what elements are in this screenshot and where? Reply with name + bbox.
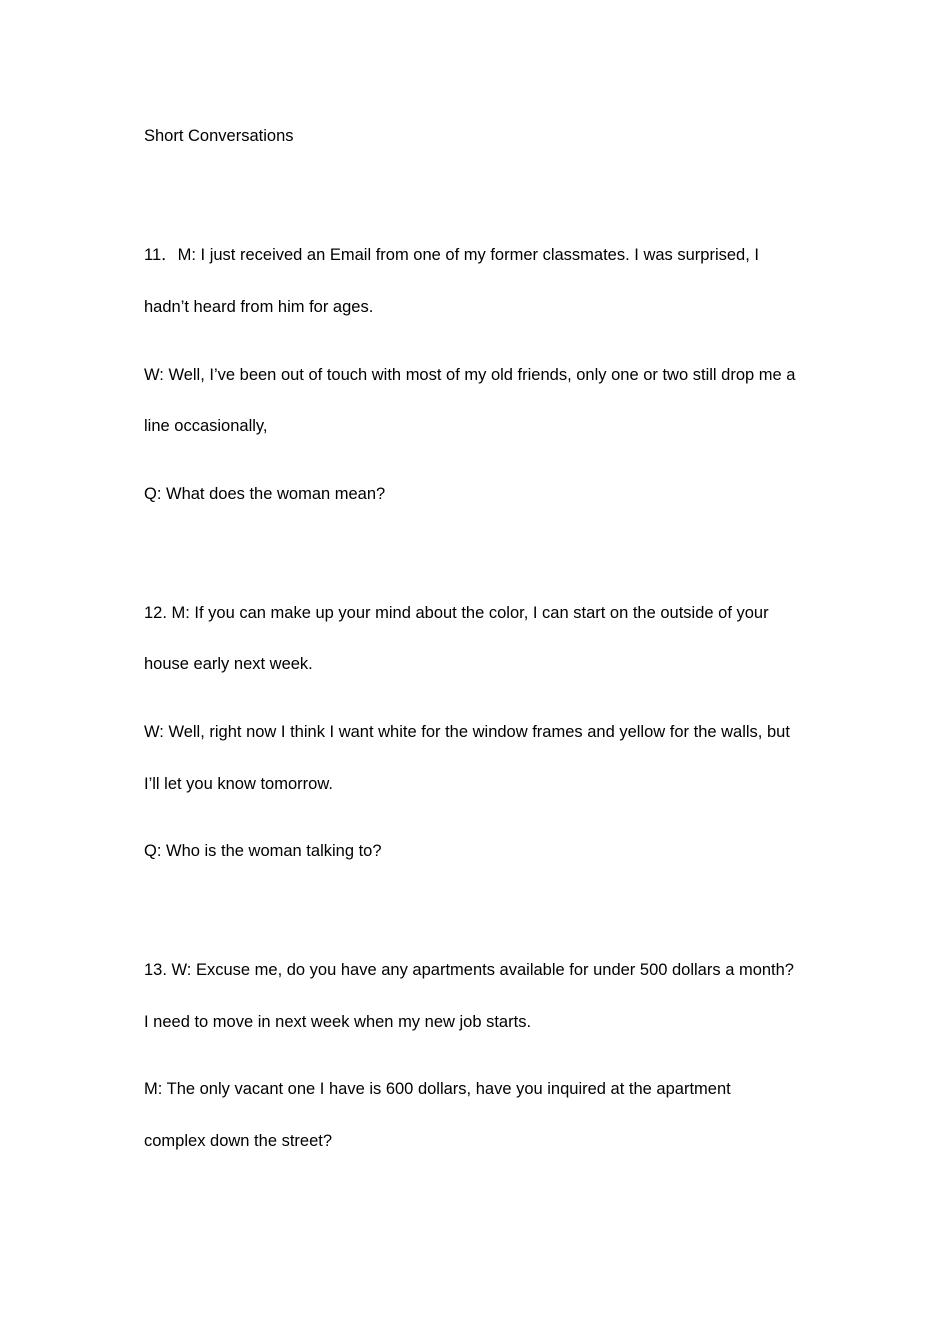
conversation-11-line-1: 11．M: I just received an Email from one of my former classmates. I was surprised, I xyxy=(144,246,759,264)
conversation-12-line-3: W: Well, right now I think I want white for the window frames and yellow for the walls, but xyxy=(144,723,790,741)
conversation-12-question: Q: Who is the woman talking to? xyxy=(144,842,382,860)
conversation-13-line-4: complex down the street? xyxy=(144,1132,333,1150)
conversation-12-line-1: 12. M: If you can make up your mind about the color, I can start on the outside of your xyxy=(144,604,769,622)
conversation-12-line-4: I’ll let you know tomorrow. xyxy=(144,775,333,793)
conversation-11-line-4: line occasionally, xyxy=(144,417,268,435)
conversation-13-line-2: I need to move in next week when my new job starts. xyxy=(144,1013,532,1031)
conversation-12-line-2: house early next week. xyxy=(144,655,313,673)
conversation-13-line-3: M: The only vacant one I have is 600 dollars, have you inquired at the apartment xyxy=(144,1080,731,1098)
conversation-13-line-1: 13. W: Excuse me, do you have any apartments available for under 500 dollars a month? xyxy=(144,961,794,979)
conversation-11-line-2: hadn’t heard from him for ages. xyxy=(144,298,374,316)
conversation-11-line-3: W: Well, I’ve been out of touch with most of my old friends, only one or two still drop me a xyxy=(144,366,796,384)
document-title: Short Conversations xyxy=(144,127,294,145)
conversation-11-question: Q: What does the woman mean? xyxy=(144,485,386,503)
